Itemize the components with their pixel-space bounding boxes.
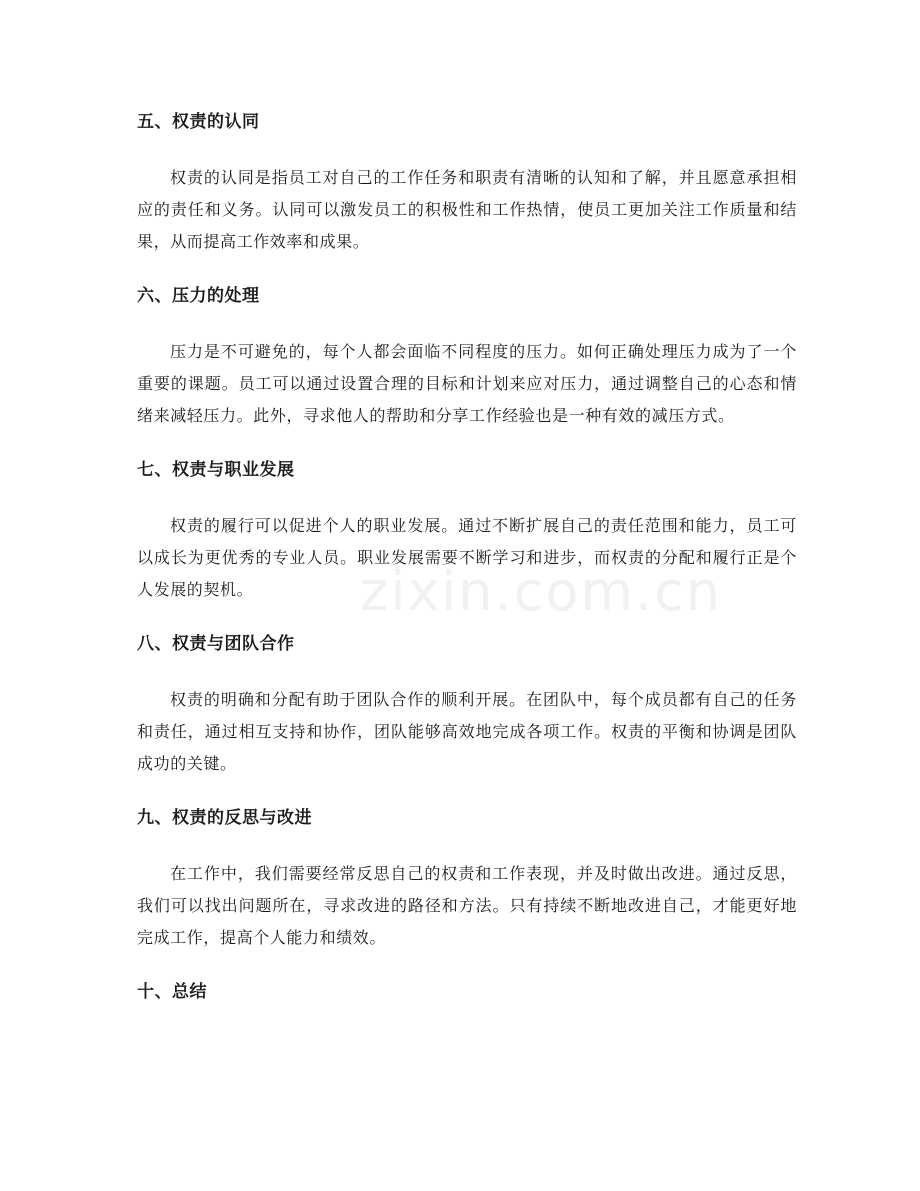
section-heading: 六、压力的处理 xyxy=(137,286,260,306)
section-6 xyxy=(137,278,797,432)
section-10 xyxy=(137,974,797,1010)
section-paragraph: 在工作中，我们需要经常反思自己的权责和工作表现，并及时做出改进。通过反思，我们可以找出问题所在，寻求改进的路径和方法。只有持续不断地改进自己，才能更好地完成工作，提高个人能力和绩效。 xyxy=(137,864,797,947)
section-paragraph: 权责的明确和分配有助于团队合作的顺利开展。在团队中，每个成员都有自己的任务和责任，通过相互支持和协作，团队能够高效地完成各项工作。权责的平衡和协调是团队成功的关键。 xyxy=(137,690,797,773)
section-7 xyxy=(137,452,797,606)
section-heading: 十、总结 xyxy=(137,982,207,1002)
section-heading: 五、权责的认同 xyxy=(137,112,260,132)
watermark: zixin.com.cn xyxy=(360,560,723,623)
section-paragraph: 权责的履行可以促进个人的职业发展。通过不断扩展自己的责任范围和能力，员工可以成长为更优秀的专业人员。职业发展需要不断学习和进步，而权责的分配和履行正是个人发展的契机。 xyxy=(137,516,797,599)
section-heading: 八、权责与团队合作 xyxy=(137,634,295,654)
section-paragraph: 压力是不可避免的，每个人都会面临不同程度的压力。如何正确处理压力成为了一个重要的课题。员工可以通过设置合理的目标和计划来应对压力，通过调整自己的心态和情绪来减轻压力。此外，寻求他人的帮助和分享工作经验也是一种有效的减压方式。 xyxy=(137,342,797,425)
section-9 xyxy=(137,800,797,954)
section-heading: 七、权责与职业发展 xyxy=(137,460,295,480)
section-8 xyxy=(137,626,797,780)
document-body xyxy=(137,104,797,1032)
section-paragraph: 权责的认同是指员工对自己的工作任务和职责有清晰的认知和了解，并且愿意承担相应的责任和义务。认同可以激发员工的积极性和工作热情，使员工更加关注工作质量和结果，从而提高工作效率和成果。 xyxy=(137,168,797,251)
section-5 xyxy=(137,104,797,258)
section-heading: 九、权责的反思与改进 xyxy=(137,808,312,828)
